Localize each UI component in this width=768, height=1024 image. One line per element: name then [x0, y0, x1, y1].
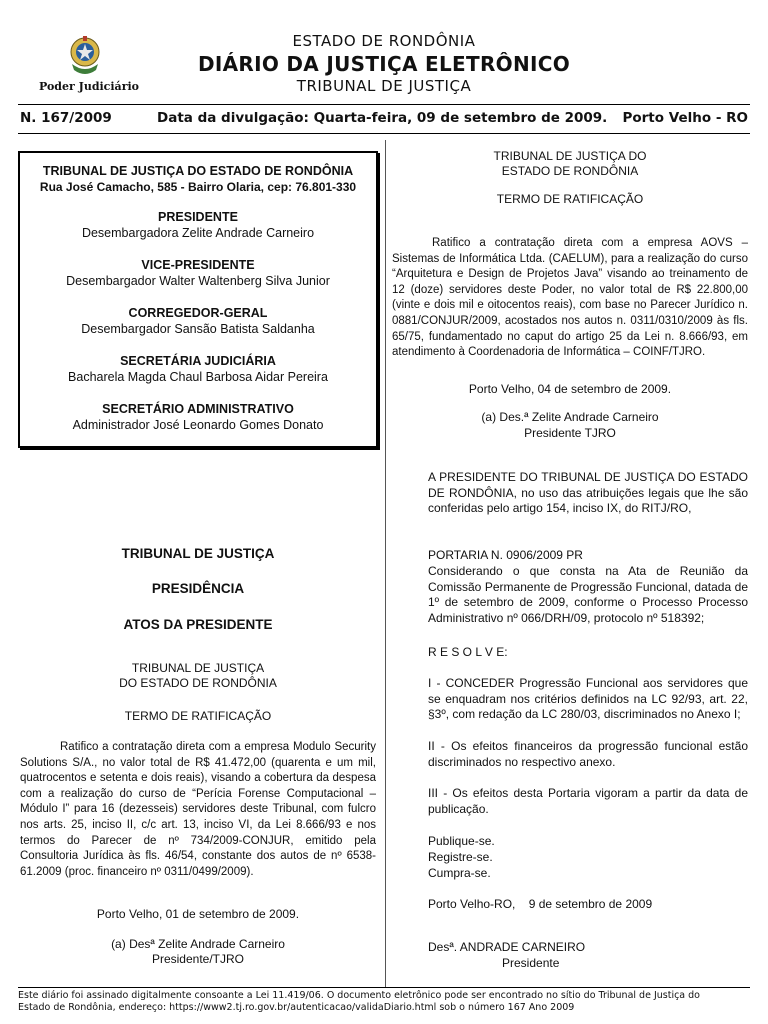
signature-name: Desª. ANDRADE CARNEIRO [428, 940, 586, 954]
role-title: SECRETÁRIA JUDICIÁRIA [120, 354, 276, 368]
ordinance-item: III - Os efeitos desta Portaria vigoram a partir da data de publicação. [428, 786, 748, 816]
section-heading: TRIBUNAL DE JUSTIÇA [121, 546, 275, 561]
court-address: Rua José Camacho, 585 - Bairro Olaria, cep: 76.801-330 [39, 180, 357, 194]
ordinance-resolve: R E S O L V E: [428, 645, 508, 659]
ordinance-number: PORTARIA N. 0906/2009 PR [428, 548, 583, 562]
section-heading: PRESIDÊNCIA [151, 581, 245, 596]
state-name: ESTADO DE RONDÔNIA [292, 32, 476, 50]
place-date: Porto Velho, 01 de setembro de 2009. [96, 907, 300, 921]
signature-role: Presidente [502, 956, 560, 970]
publication-city: Porto Velho - RO [622, 110, 748, 126]
place-date: Porto Velho-RO, 9 de setembro de 2009 [428, 897, 653, 911]
journal-title: DIÁRIO DA JUSTIÇA ELETRÔNICO [197, 52, 571, 76]
ordinance-item: II - Os efeitos financeiros da progressão funcional estão discriminados no respectivo anexo. [428, 739, 748, 769]
court-subtitle: TRIBUNAL DE JUSTIÇA [296, 77, 472, 95]
publication-date: Data da divulgação: Quarta-feira, 09 de setembro de 2009. [157, 110, 608, 126]
place-date: Porto Velho, 04 de setembro de 2009. [468, 382, 672, 396]
closing-line: Cumpra-se. [428, 866, 491, 880]
role-name: Administrador José Leonardo Gomes Donato [72, 418, 324, 432]
role-title: PRESIDENTE [158, 210, 238, 224]
court-name: TRIBUNAL DE JUSTIÇA DO ESTADO DE RONDÔNIA [42, 164, 354, 178]
header-rule-bottom [18, 133, 750, 134]
footer-note [18, 990, 750, 1014]
signature-role: Presidente/TJRO [151, 952, 245, 966]
role-name: Desembargadora Zelite Andrade Carneiro [81, 226, 315, 240]
document-title: TERMO DE RATIFICAÇÃO [124, 709, 272, 723]
section-heading: ATOS DA PRESIDENTE [123, 617, 273, 632]
closing-line: Publique-se. [428, 834, 495, 848]
closing-line: Registre-se. [428, 850, 493, 864]
role-name: Desembargador Walter Waltenberg Silva Junior [66, 274, 330, 288]
ratification-text: Ratifico a contratação direta com a empresa AOVS – Sistemas de Informática Ltda. (CAELUM), para a realização do curso “Arquitetura e Design de Projetos Java” visando ao treinamento de 12 (doze) servidores deste Poder, no valor total de R$ 22.800,00 (vinte e dois mil e oitocentos reais), com base no Parecer Jurídico n. 0881/CONJUR/2009, acostados nos autos n. 0311/0310/2009 às fls. 65/75, fundamentado no caput do artigo 25 da Lei n. 8.666/93, em atendimento à Coordenadoria de Informática – COINF/TJRO. [392, 237, 748, 359]
org-name-line: DO ESTADO DE RONDÔNIA [119, 676, 277, 690]
ordinance-intro: A PRESIDENTE DO TRIBUNAL DE JUSTIÇA DO ESTADO DE RONDÔNIA, no uso das atribuições legais que lhe são conferidas pelo artigo 154, inciso IX, do RITJ/RO, [428, 470, 748, 516]
role-name: Desembargador Sansão Batista Saldanha [81, 322, 315, 336]
footer-line: Este diário foi assinado digitalmente consoante a Lei 11.419/06. O documento eletrônico pode ser encontrado no sítio do Tribunal de Justiça do [18, 990, 700, 1001]
role-title: VICE-PRESIDENTE [141, 258, 255, 272]
court-info-box [18, 151, 378, 448]
org-name-line: ESTADO DE RONDÔNIA [501, 164, 639, 178]
header-rule-top [18, 104, 750, 105]
footer-line: Estado de Rondônia, endereço: https://www2.tj.ro.gov.br/autenticacao/validaDiario.html sob o número 167 Ano 2009 [18, 1002, 575, 1013]
ratification-text: Ratifico a contratação direta com a empresa Modulo Security Solutions S/A., no valor total de R$ 41.472,00 (quarenta e um mil, quatrocentos e setenta e dois reais), visando a cobertura da despesa com a realização do curso de “Perícia Forense Computacional – Módulo I” para 16 (dezesseis) servidores deste Tribunal, com fulcro nos arts. 25, inciso II, c/c art. 13, inciso VI, da Lei 8.666/93 e nos termos do Parecer de nº 734/2009-CONJUR, emitido pela Consultoria Jurídica às fls. 46/54, constante dos autos de nº 6538-61.2009 (proc. financeiro nº 0311/0499/2009). [20, 741, 376, 878]
edition-number: N. 167/2009 [20, 110, 112, 126]
document-title: TERMO DE RATIFICAÇÃO [496, 192, 644, 206]
signature-name: (a) Des.ª Zelite Andrade Carneiro [481, 410, 659, 424]
org-name-line: TRIBUNAL DE JUSTIÇA [131, 661, 265, 675]
role-title: CORREGEDOR-GERAL [128, 306, 268, 320]
ordinance-considering: Considerando o que consta na Ata de Reunião da Comissão Permanente de Progressão Funcional, datada de 1º de setembro de 2009, conforme o Processo Processo Administrativo nº 066/DRH/09, protocolo nº 518392; [428, 564, 748, 625]
footer-rule [18, 987, 750, 988]
seal-label: Poder Judiciário [38, 80, 139, 93]
signature-name: (a) Desª Zelite Andrade Carneiro [111, 937, 285, 951]
ordinance-item: I - CONCEDER Progressão Funcional aos servidores que se enquadram nos critérios definidos na LC 92/93, art. 22, §3º, com redação da LC 280/03, discriminados no Anexo I; [428, 676, 748, 722]
signature-role: Presidente TJRO [524, 426, 616, 440]
role-name: Bacharela Magda Chaul Barbosa Aidar Pereira [68, 370, 328, 384]
org-name-line: TRIBUNAL DE JUSTIÇA DO [493, 149, 647, 163]
column-divider [385, 140, 386, 987]
role-title: SECRETÁRIO ADMINISTRATIVO [102, 402, 294, 416]
